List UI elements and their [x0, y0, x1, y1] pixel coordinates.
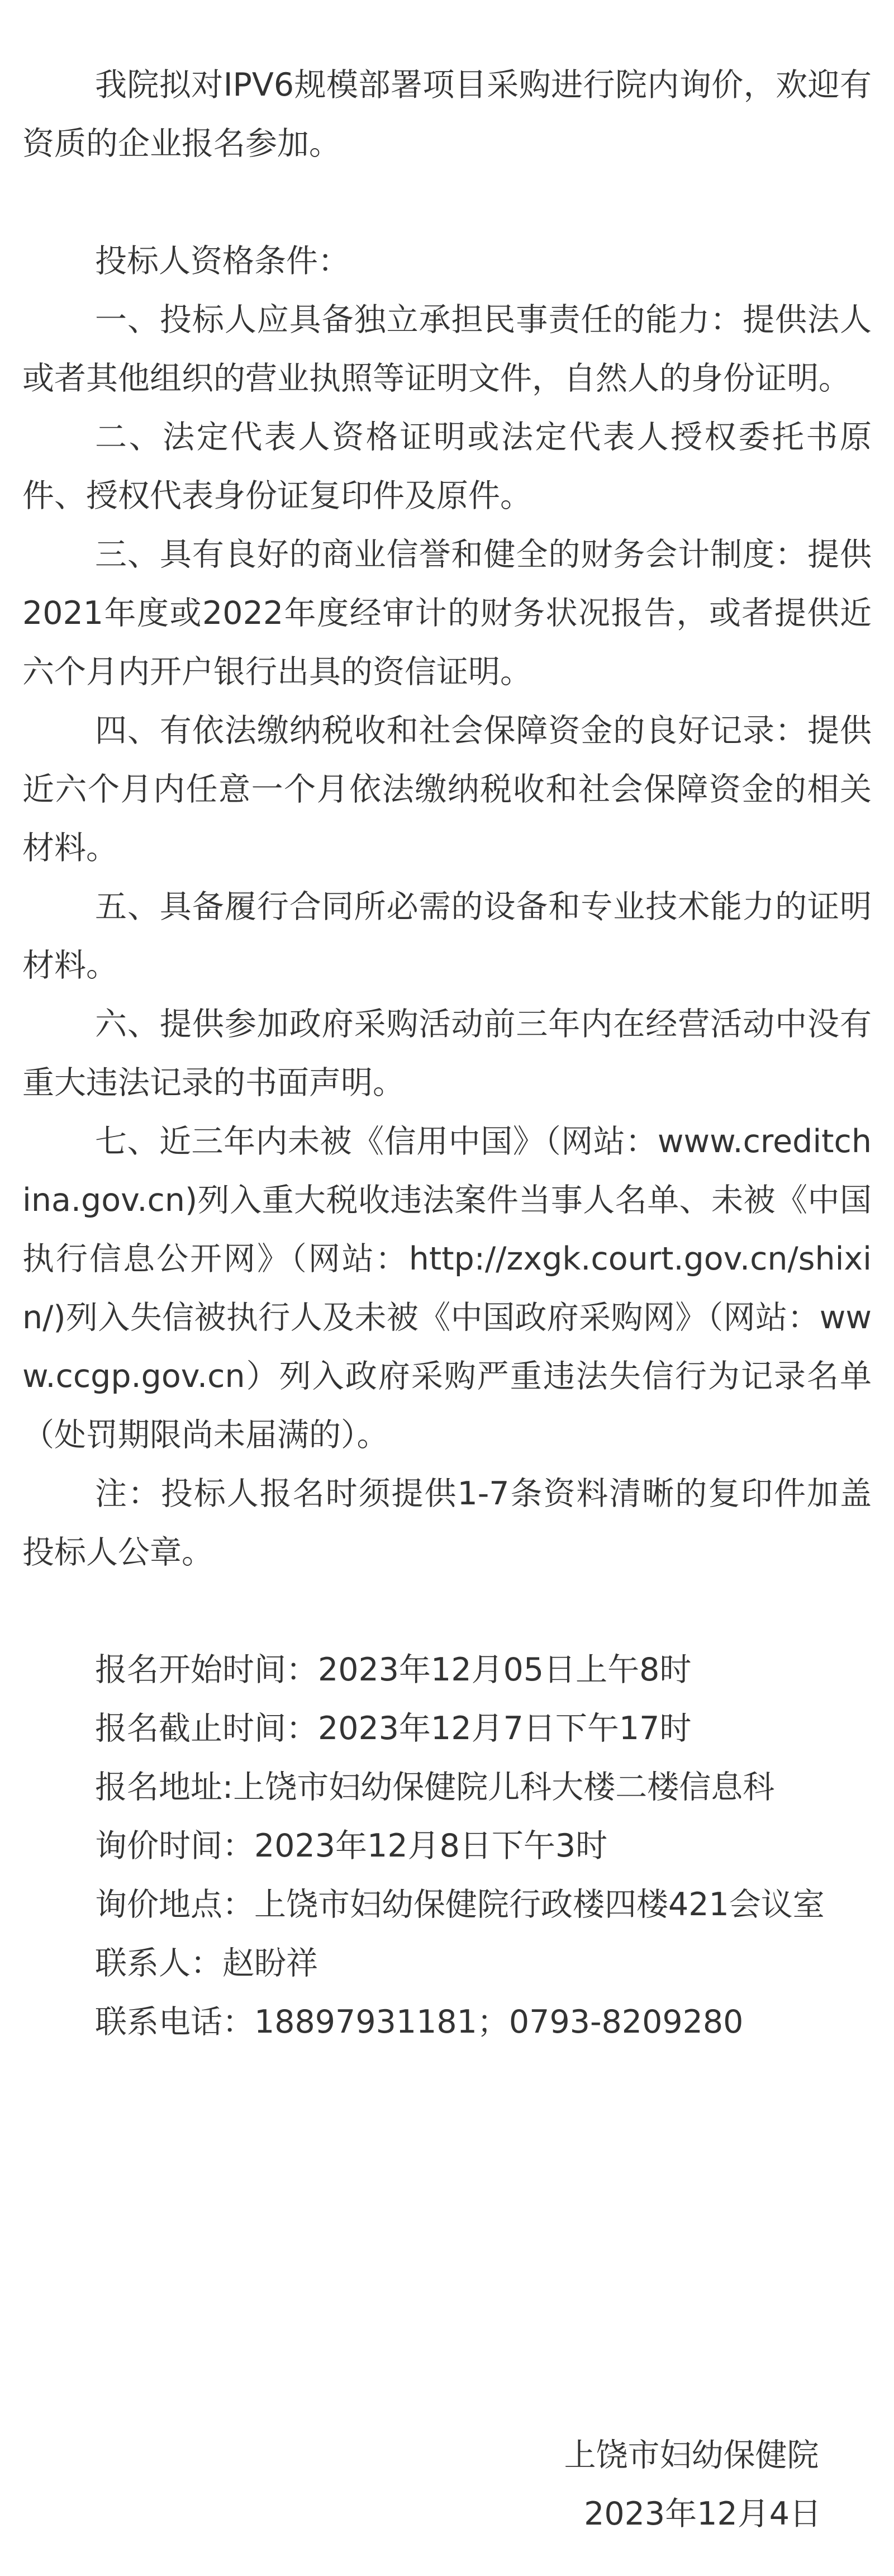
spacer — [22, 173, 872, 232]
qualifications-note: 注：投标人报名时须提供1-7条资料清晰的复印件加盖投标人公章。 — [22, 1475, 872, 1571]
qualification-item-6: 六、提供参加政府采购活动前三年内在经营活动中没有重大违法记录的书面声明。 — [22, 1006, 872, 1101]
registration-address: 报名地址:上饶市妇幼保健院儿科大楼二楼信息科 — [95, 1769, 775, 1806]
qualification-item-3: 三、具有良好的商业信誉和健全的财务会计制度：提供2021年度或2022年度经审计的财务状况报告，或者提供近六个月内开户银行出具的资信证明。 — [22, 536, 872, 690]
qualification-item-5: 五、具备履行合同所必需的设备和专业技术能力的证明材料。 — [22, 888, 872, 984]
signature-block — [556, 2426, 821, 2544]
spacer — [22, 1582, 872, 1641]
qualifications-heading: 投标人资格条件： — [95, 243, 350, 280]
intro-paragraph: 我院拟对IPV6规模部署项目采购进行院内询价，欢迎有资质的企业报名参加。 — [22, 67, 872, 162]
inquiry-time: 询价时间：2023年12月8日下午3时 — [95, 1827, 608, 1864]
inquiry-place: 询价地点：上饶市妇幼保健院行政楼四楼421会议室 — [95, 1886, 825, 1923]
qualification-item-2: 二、法定代表人资格证明或法定代表人授权委托书原件、授权代表身份证复印件及原件。 — [22, 419, 872, 514]
document-body — [22, 56, 872, 2052]
qualification-item-1: 一、投标人应具备独立承担民事责任的能力：提供法人或者其他组织的营业执照等证明文件，自然人的身份证明。 — [22, 301, 872, 397]
contact-person: 联系人：赵盼祥 — [95, 1945, 318, 1982]
signature-organization: 上饶市妇幼保健院 — [564, 2437, 819, 2474]
qualification-item-4: 四、有依法缴纳税收和社会保障资金的良好记录：提供近六个月内任意一个月依法缴纳税收和社会保障资金的相关材料。 — [22, 712, 872, 866]
signature-date: 2023年12月4日 — [584, 2496, 821, 2532]
registration-end: 报名截止时间：2023年12月7日下午17时 — [95, 1710, 692, 1747]
registration-start: 报名开始时间：2023年12月05日上午8时 — [95, 1651, 692, 1688]
contact-phone: 联系电话：18897931181；0793-8209280 — [95, 2004, 744, 2040]
qualification-item-7: 七、近三年内未被《信用中国》（网站：www.creditchina.gov.cn)列入重大税收违法案件当事人名单、未被《中国执行信息公开网》（网站：http://zxgk.court.gov.cn/shixin/)列入失信被执行人及未被《中国政府采购网》（网站：www.ccgp.gov.cn）列入政府采购严重违法失信行为记录名单（处罚期限尚未届满的）。 — [22, 1123, 872, 1453]
